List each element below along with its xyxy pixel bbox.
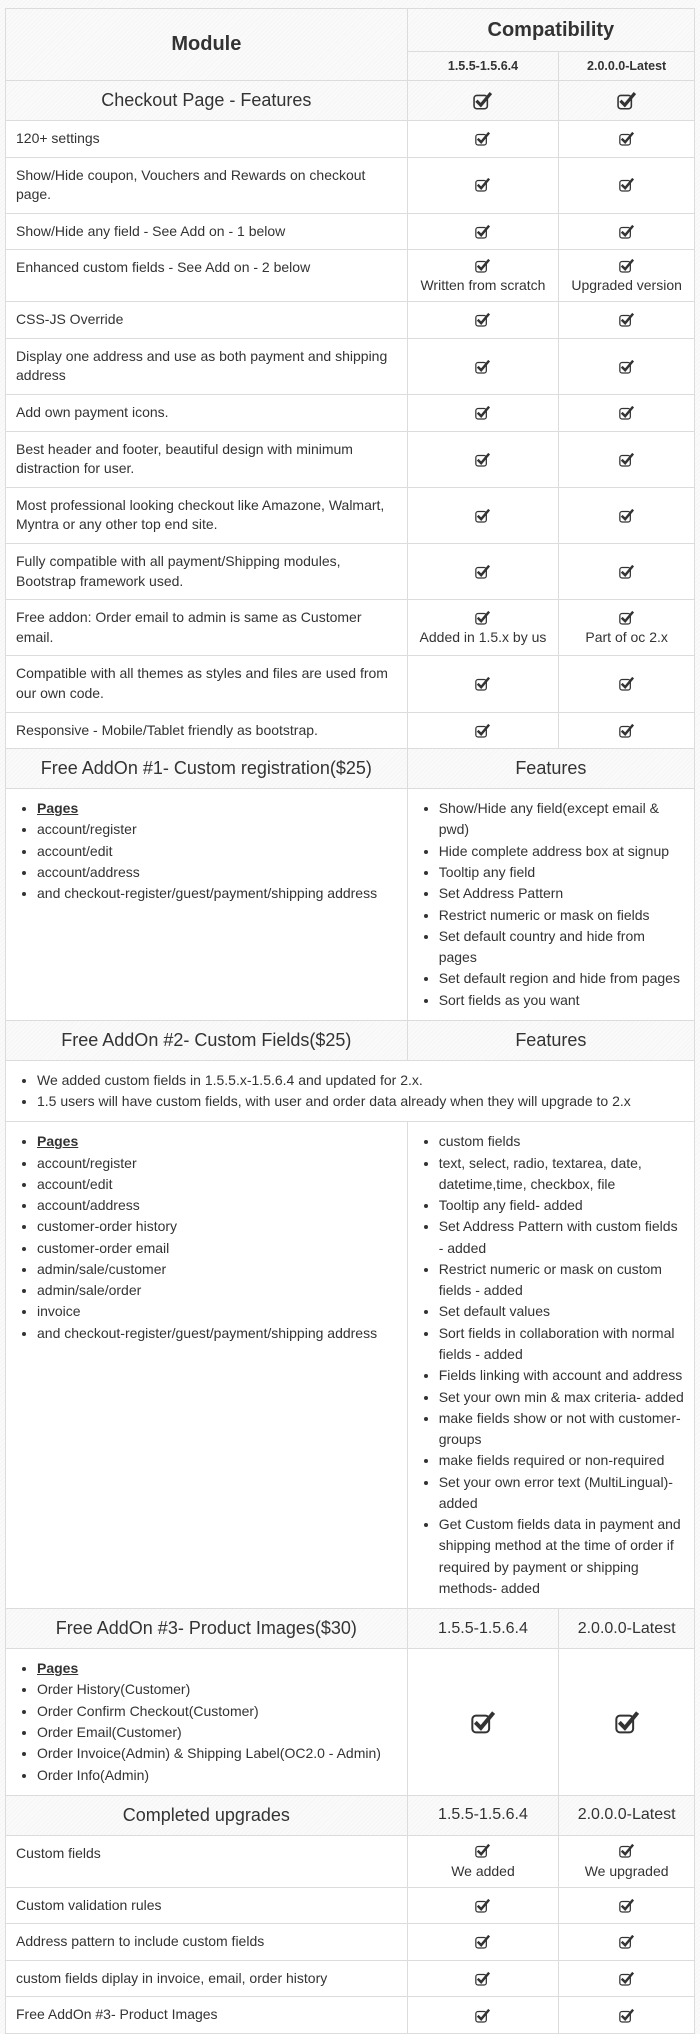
- checked-checkbox-icon: [619, 676, 634, 691]
- checked-checkbox-icon: [475, 564, 490, 579]
- check-cell-version-2: [559, 1997, 695, 2034]
- checked-checkbox-icon: [619, 1843, 634, 1858]
- list-item: • Order Invoice(Admin) & Shipping Label(OC2.0 - Admin): [37, 1743, 398, 1764]
- checked-checkbox-icon: [619, 131, 634, 146]
- version-column-header-1: 1.5.5-1.5.6.4: [407, 52, 559, 81]
- feature-row: [6, 1997, 695, 2034]
- checked-checkbox-icon: [475, 508, 490, 523]
- checked-checkbox-icon: [475, 1934, 490, 1949]
- checked-checkbox-icon: [475, 224, 490, 239]
- check-cell-version-2: [559, 302, 695, 339]
- module-column-header: Module: [6, 9, 408, 81]
- checked-checkbox-icon: [473, 91, 492, 110]
- section-title: Completed upgrades: [6, 1795, 408, 1835]
- checked-checkbox-icon: [475, 676, 490, 691]
- feature-row: [6, 1835, 695, 1887]
- feature-label: Custom fields: [6, 1835, 408, 1887]
- feature-row: [6, 395, 695, 432]
- check-cell-version-2: [559, 213, 695, 250]
- list-item: • Order Email(Customer): [37, 1722, 398, 1743]
- section-version-label-2: 2.0.0.0-Latest: [559, 1609, 695, 1649]
- check-note: We added: [451, 1862, 515, 1879]
- list-item: • Pages: [37, 1658, 398, 1679]
- list-item: • Set Address Pattern: [439, 883, 685, 904]
- pages-cell: [6, 789, 408, 1021]
- list-item: • Set your own min & max criteria- added: [439, 1387, 685, 1408]
- checked-checkbox-icon: [475, 131, 490, 146]
- list-item: • Set Address Pattern with custom fields - added: [439, 1216, 685, 1259]
- checked-checkbox-icon: [619, 405, 634, 420]
- checked-checkbox-icon: [475, 452, 490, 467]
- list-item: • We added custom fields in 1.5.5.x-1.5.6.4 and updated for 2.x.: [37, 1070, 685, 1091]
- list-item: • account/edit: [37, 1174, 398, 1195]
- section-check-cell: [407, 81, 559, 121]
- check-cell-version-1: [407, 213, 559, 250]
- section-version-label-1: 1.5.5-1.5.6.4: [407, 1609, 559, 1649]
- check-cell-version-1: [407, 600, 559, 656]
- feature-row: [6, 487, 695, 543]
- section-header-row: [6, 1795, 695, 1835]
- list-item: • Set default country and hide from pages: [439, 926, 685, 969]
- section-title: Checkout Page - Features: [6, 81, 408, 121]
- features-list: [409, 1123, 693, 1607]
- section-features-label: Features: [407, 749, 694, 789]
- list-item: • and checkout-register/guest/payment/shipping address: [37, 883, 398, 904]
- feature-label: custom fields diplay in invoice, email, order history: [6, 1960, 408, 1997]
- check-note: We upgraded: [584, 1862, 669, 1879]
- checked-checkbox-icon: [619, 564, 634, 579]
- feature-label: Custom validation rules: [6, 1887, 408, 1924]
- check-cell-version-1: [407, 487, 559, 543]
- feature-row: [6, 121, 695, 158]
- check-cell-version-1: [407, 1960, 559, 1997]
- check-note: Written from scratch: [420, 277, 546, 294]
- list-item: • custom fields: [439, 1131, 685, 1152]
- feature-label: Free AddOn #3- Product Images: [6, 1997, 408, 2034]
- checked-checkbox-icon: [619, 508, 634, 523]
- list-item: • Hide complete address box at signup: [439, 841, 685, 862]
- check-cell-version-2: [559, 338, 695, 394]
- section-header-row: [6, 749, 695, 789]
- section-title: Free AddOn #1- Custom registration($25): [6, 749, 408, 789]
- list-item: • account/edit: [37, 841, 398, 862]
- check-cell-version-1: [407, 1887, 559, 1924]
- list-item: • Set default region and hide from pages: [439, 968, 685, 989]
- feature-label: Show/Hide coupon, Vouchers and Rewards on checkout page.: [6, 157, 408, 213]
- list-item: • make fields required or non-required: [439, 1450, 685, 1471]
- table-body: [6, 81, 695, 2034]
- checked-checkbox-icon: [471, 1710, 495, 1734]
- check-cell-version-1: [407, 1649, 559, 1796]
- list-item: • invoice: [37, 1301, 398, 1322]
- feature-label: Compatible with all themes as styles and files are used from our own code.: [6, 656, 408, 712]
- pages-list: [7, 1123, 406, 1352]
- checked-checkbox-icon: [617, 91, 636, 110]
- feature-row: [6, 656, 695, 712]
- section-title: Free AddOn #3- Product Images($30): [6, 1609, 408, 1649]
- feature-label: 120+ settings: [6, 121, 408, 158]
- notes-row: [6, 1060, 695, 1122]
- checked-checkbox-icon: [475, 1843, 490, 1858]
- check-cell-version-2: [559, 431, 695, 487]
- check-cell-version-2: [559, 395, 695, 432]
- list-item: • admin/sale/customer: [37, 1259, 398, 1280]
- list-item: • text, select, radio, textarea, date, datetime,time, checkbox, file: [439, 1153, 685, 1196]
- check-note: Added in 1.5.x by us: [419, 629, 547, 646]
- section-version-label-1: 1.5.5-1.5.6.4: [407, 1795, 559, 1835]
- list-item: • Sort fields in collaboration with normal fields - added: [439, 1323, 685, 1366]
- list-item: • Show/Hide any field(except email & pwd): [439, 798, 685, 841]
- checked-checkbox-icon: [619, 2008, 634, 2023]
- check-cell-version-2: [559, 250, 695, 302]
- check-cell-version-2: [559, 1835, 695, 1887]
- checked-checkbox-icon: [475, 312, 490, 327]
- list-item: • Restrict numeric or mask on custom fields - added: [439, 1259, 685, 1302]
- list-item: • Order History(Customer): [37, 1679, 398, 1700]
- feature-label: Show/Hide any field - See Add on - 1 below: [6, 213, 408, 250]
- feature-label: Best header and footer, beautiful design with minimum distraction for user.: [6, 431, 408, 487]
- checked-checkbox-icon: [619, 723, 634, 738]
- check-cell-version-1: [407, 395, 559, 432]
- feature-row: [6, 302, 695, 339]
- checked-checkbox-icon: [619, 1971, 634, 1986]
- addon-body-row: [6, 789, 695, 1021]
- feature-label: Free addon: Order email to admin is same as Customer email.: [6, 600, 408, 656]
- list-item: • Order Confirm Checkout(Customer): [37, 1701, 398, 1722]
- feature-label: Add own payment icons.: [6, 395, 408, 432]
- feature-label: Address pattern to include custom fields: [6, 1924, 408, 1961]
- feature-label: Responsive - Mobile/Tablet friendly as bootstrap.: [6, 712, 408, 749]
- checked-checkbox-icon: [619, 312, 634, 327]
- list-item: • account/register: [37, 1153, 398, 1174]
- checked-checkbox-icon: [475, 2008, 490, 2023]
- check-cell-version-2: [559, 487, 695, 543]
- check-cell-version-2: [559, 1924, 695, 1961]
- version-column-header-2: 2.0.0.0-Latest: [559, 52, 695, 81]
- feature-row: [6, 1924, 695, 1961]
- list-item: • make fields show or not with customer-groups: [439, 1408, 685, 1451]
- notes-cell: [6, 1060, 695, 1122]
- checked-checkbox-icon: [619, 452, 634, 467]
- compatibility-column-header: Compatibility: [407, 9, 694, 52]
- feature-row: [6, 250, 695, 302]
- list-item: • 1.5 users will have custom fields, with user and order data already when they will upgrade to 2.x: [37, 1091, 685, 1112]
- check-cell-version-2: [559, 600, 695, 656]
- notes-list: [7, 1062, 693, 1121]
- check-cell-version-1: [407, 121, 559, 158]
- list-item: • account/address: [37, 1195, 398, 1216]
- check-cell-version-1: [407, 656, 559, 712]
- check-cell-version-1: [407, 1835, 559, 1887]
- checked-checkbox-icon: [619, 177, 634, 192]
- addon-body-row: [6, 1122, 695, 1609]
- section-title: Free AddOn #2- Custom Fields($25): [6, 1020, 408, 1060]
- list-item: • Tooltip any field- added: [439, 1195, 685, 1216]
- features-cell: [407, 789, 694, 1021]
- section-features-label: Features: [407, 1020, 694, 1060]
- section-header-row: [6, 81, 695, 121]
- feature-row: [6, 712, 695, 749]
- feature-row: [6, 1960, 695, 1997]
- checked-checkbox-icon: [619, 258, 634, 273]
- list-item: • and checkout-register/guest/payment/shipping address: [37, 1323, 398, 1344]
- check-cell-version-1: [407, 302, 559, 339]
- feature-row: [6, 338, 695, 394]
- check-cell-version-1: [407, 431, 559, 487]
- features-cell: [407, 1122, 694, 1609]
- feature-row: [6, 157, 695, 213]
- feature-row: [6, 1887, 695, 1924]
- checked-checkbox-icon: [475, 359, 490, 374]
- checked-checkbox-icon: [475, 1971, 490, 1986]
- list-item: • Sort fields as you want: [439, 990, 685, 1011]
- list-item: • Set default values: [439, 1301, 685, 1322]
- list-item: • account/address: [37, 862, 398, 883]
- checked-checkbox-icon: [475, 405, 490, 420]
- features-list: [409, 790, 693, 1019]
- checked-checkbox-icon: [475, 258, 490, 273]
- pages-list: [7, 790, 406, 912]
- list-item: • Restrict numeric or mask on fields: [439, 905, 685, 926]
- feature-label: Fully compatible with all payment/Shipping modules, Bootstrap framework used.: [6, 544, 408, 600]
- feature-label: Display one address and use as both payment and shipping address: [6, 338, 408, 394]
- check-cell-version-1: [407, 544, 559, 600]
- list-item: • Pages: [37, 798, 398, 819]
- checked-checkbox-icon: [475, 723, 490, 738]
- list-item: • Order Info(Admin): [37, 1765, 398, 1786]
- feature-row: [6, 213, 695, 250]
- check-cell-version-2: [559, 1960, 695, 1997]
- list-item: • Tooltip any field: [439, 862, 685, 883]
- check-cell-version-2: [559, 712, 695, 749]
- checked-checkbox-icon: [619, 1898, 634, 1913]
- checked-checkbox-icon: [475, 1898, 490, 1913]
- table-head: [6, 9, 695, 81]
- check-cell-version-2: [559, 1887, 695, 1924]
- list-item: • account/register: [37, 819, 398, 840]
- header-row-top: [6, 9, 695, 52]
- list-item: • Fields linking with account and address: [439, 1365, 685, 1386]
- check-cell-version-2: [559, 121, 695, 158]
- pages-list: [7, 1650, 406, 1794]
- feature-label: CSS-JS Override: [6, 302, 408, 339]
- check-cell-version-2: [559, 157, 695, 213]
- checked-checkbox-icon: [619, 359, 634, 374]
- check-note: Part of oc 2.x: [585, 629, 668, 646]
- list-item: • Set your own error text (MultiLingual)- added: [439, 1472, 685, 1515]
- list-item: • customer-order email: [37, 1238, 398, 1259]
- feature-row: [6, 600, 695, 656]
- check-cell-version-1: [407, 712, 559, 749]
- check-cell-version-2: [559, 1649, 695, 1796]
- checked-checkbox-icon: [475, 177, 490, 192]
- check-note: Upgraded version: [571, 277, 682, 294]
- feature-label: Most professional looking checkout like Amazone, Walmart, Myntra or any other top end site.: [6, 487, 408, 543]
- addon-body-row: [6, 1649, 695, 1796]
- section-header-row: [6, 1020, 695, 1060]
- pages-cell: [6, 1122, 408, 1609]
- pages-cell: [6, 1649, 408, 1796]
- check-cell-version-1: [407, 250, 559, 302]
- check-cell-version-1: [407, 1997, 559, 2034]
- checked-checkbox-icon: [619, 1934, 634, 1949]
- checked-checkbox-icon: [615, 1710, 639, 1734]
- section-header-row: [6, 1609, 695, 1649]
- section-check-cell: [559, 81, 695, 121]
- checked-checkbox-icon: [619, 224, 634, 239]
- check-cell-version-1: [407, 338, 559, 394]
- list-item: • customer-order history: [37, 1216, 398, 1237]
- section-version-label-2: 2.0.0.0-Latest: [559, 1795, 695, 1835]
- list-item: • admin/sale/order: [37, 1280, 398, 1301]
- feature-label: Enhanced custom fields - See Add on - 2 below: [6, 250, 408, 302]
- check-cell-version-2: [559, 656, 695, 712]
- feature-row: [6, 544, 695, 600]
- feature-row: [6, 431, 695, 487]
- checked-checkbox-icon: [619, 610, 634, 625]
- check-cell-version-2: [559, 544, 695, 600]
- list-item: • Pages: [37, 1131, 398, 1152]
- check-cell-version-1: [407, 157, 559, 213]
- checked-checkbox-icon: [475, 610, 490, 625]
- list-item: • Get Custom fields data in payment and shipping method at the time of order if required by payment or shipping methods- added: [439, 1514, 685, 1599]
- check-cell-version-1: [407, 1924, 559, 1961]
- compatibility-table: [5, 8, 695, 2034]
